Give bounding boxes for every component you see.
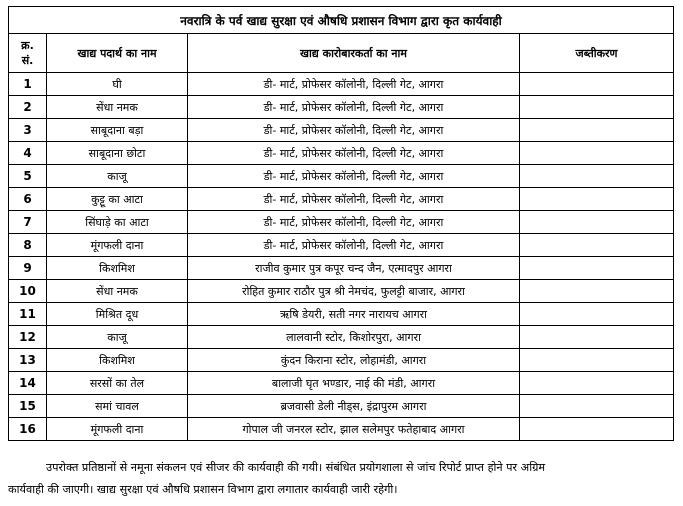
serial-cell: 1 [9,73,47,96]
item-cell: कुट्टू का आटा [47,188,188,211]
seizure-cell [520,119,674,142]
business-cell: कुंदन किराना स्टोर, लोहामंडी, आगरा [188,349,520,372]
header-serial-line1: क्र. [21,39,34,52]
table-row [9,165,674,188]
seizure-cell [520,73,674,96]
header-business: खाद्य कारोबारकर्ता का नाम [188,34,520,73]
seizure-cell [520,349,674,372]
item-cell: काजू [47,326,188,349]
serial-cell: 6 [9,188,47,211]
serial-cell: 4 [9,142,47,165]
business-cell: डी- मार्ट, प्रोफेसर कॉलोनी, दिल्ली गेट, आगरा [188,73,520,96]
seizure-cell [520,96,674,119]
serial-cell: 9 [9,257,47,280]
serial-cell: 3 [9,119,47,142]
item-cell: समां चावल [47,395,188,418]
table-body [9,73,674,441]
serial-cell: 12 [9,326,47,349]
table-row [9,257,674,280]
serial-cell: 10 [9,280,47,303]
table-row [9,211,674,234]
business-cell: डी- मार्ट, प्रोफेसर कॉलोनी, दिल्ली गेट, आगरा [188,188,520,211]
business-cell: लालवानी स्टोर, किशोरपुरा, आगरा [188,326,520,349]
table-row [9,303,674,326]
serial-cell: 14 [9,372,47,395]
item-cell: साबूदाना छोटा [47,142,188,165]
seizure-cell [520,142,674,165]
seizure-cell [520,418,674,441]
footer-note [8,457,673,501]
header-serial-line2: सं. [21,54,34,67]
table-row [9,234,674,257]
item-cell: सिंघाड़े का आटा [47,211,188,234]
seizure-cell [520,280,674,303]
seizure-cell [520,211,674,234]
item-cell: मिश्रित दूध [47,303,188,326]
business-cell: डी- मार्ट, प्रोफेसर कॉलोनी, दिल्ली गेट, आगरा [188,165,520,188]
table-row [9,349,674,372]
header-item: खाद्य पदार्थ का नाम [47,34,188,73]
item-cell: सेंधा नमक [47,280,188,303]
seizure-cell [520,372,674,395]
table-row [9,418,674,441]
serial-cell: 11 [9,303,47,326]
item-cell: काजू [47,165,188,188]
footer-line-1: उपरोक्त प्रतिष्ठानों से नमूना संकलन एवं सीजर की कार्यवाही की गयी। संबंधित प्रयोगशाला से जांच रिपोर्ट प्राप्त होने पर अग्रिम [46,461,546,474]
business-cell: डी- मार्ट, प्रोफेसर कॉलोनी, दिल्ली गेट, आगरा [188,211,520,234]
header-seizure: जब्तीकरण [520,34,674,73]
table-row [9,280,674,303]
table-row [9,372,674,395]
business-cell: ऋषि डेयरी, सती नगर नारायच आगरा [188,303,520,326]
table-row [9,395,674,418]
item-cell: किशमिश [47,349,188,372]
table-row [9,96,674,119]
business-cell: ब्रजवासी डेली नीड्स, इंद्रापुरम आगरा [188,395,520,418]
serial-cell: 7 [9,211,47,234]
seizure-cell [520,188,674,211]
item-cell: सरसों का तेल [47,372,188,395]
item-cell: सेंधा नमक [47,96,188,119]
serial-cell: 16 [9,418,47,441]
seizure-cell [520,326,674,349]
item-cell: मूंगफली दाना [47,234,188,257]
table-row [9,188,674,211]
serial-cell: 8 [9,234,47,257]
business-cell: गोपाल जी जनरल स्टोर, झाल सलेमपुर फतेहाबाद आगरा [188,418,520,441]
serial-cell: 15 [9,395,47,418]
table-row [9,142,674,165]
business-cell: रोहित कुमार राठौर पुत्र श्री नेमचंद, फुलट्टी बाजार, आगरा [188,280,520,303]
table-row [9,326,674,349]
seizure-cell [520,165,674,188]
seizure-cell [520,395,674,418]
table-row [9,73,674,96]
action-table [8,6,674,441]
seizure-cell [520,257,674,280]
business-cell: डी- मार्ट, प्रोफेसर कॉलोनी, दिल्ली गेट, आगरा [188,234,520,257]
footer-line-2: कार्यवाही की जाएगी। खाद्य सुरक्षा एवं औषधि प्रशासन विभाग द्वारा लगातार कार्यवाही जारी रहेगी। [8,483,398,496]
serial-cell: 13 [9,349,47,372]
business-cell: डी- मार्ट, प्रोफेसर कॉलोनी, दिल्ली गेट, आगरा [188,119,520,142]
item-cell: घी [47,73,188,96]
table-row [9,119,674,142]
business-cell: डी- मार्ट, प्रोफेसर कॉलोनी, दिल्ली गेट, आगरा [188,142,520,165]
seizure-cell [520,303,674,326]
business-cell: राजीव कुमार पुत्र कपूर चन्द जैन, एत्मादपुर आगरा [188,257,520,280]
business-cell: डी- मार्ट, प्रोफेसर कॉलोनी, दिल्ली गेट, आगरा [188,96,520,119]
document [8,6,673,441]
serial-cell: 2 [9,96,47,119]
item-cell: किशमिश [47,257,188,280]
item-cell: मूंगफली दाना [47,418,188,441]
header-serial [9,34,47,73]
table-title: नवरात्रि के पर्व खाद्य सुरक्षा एवं औषधि प्रशासन विभाग द्वारा कृत कार्यवाही [9,7,674,34]
business-cell: बालाजी घृत भण्डार, नाई की मंडी, आगरा [188,372,520,395]
seizure-cell [520,234,674,257]
serial-cell: 5 [9,165,47,188]
item-cell: साबूदाना बड़ा [47,119,188,142]
